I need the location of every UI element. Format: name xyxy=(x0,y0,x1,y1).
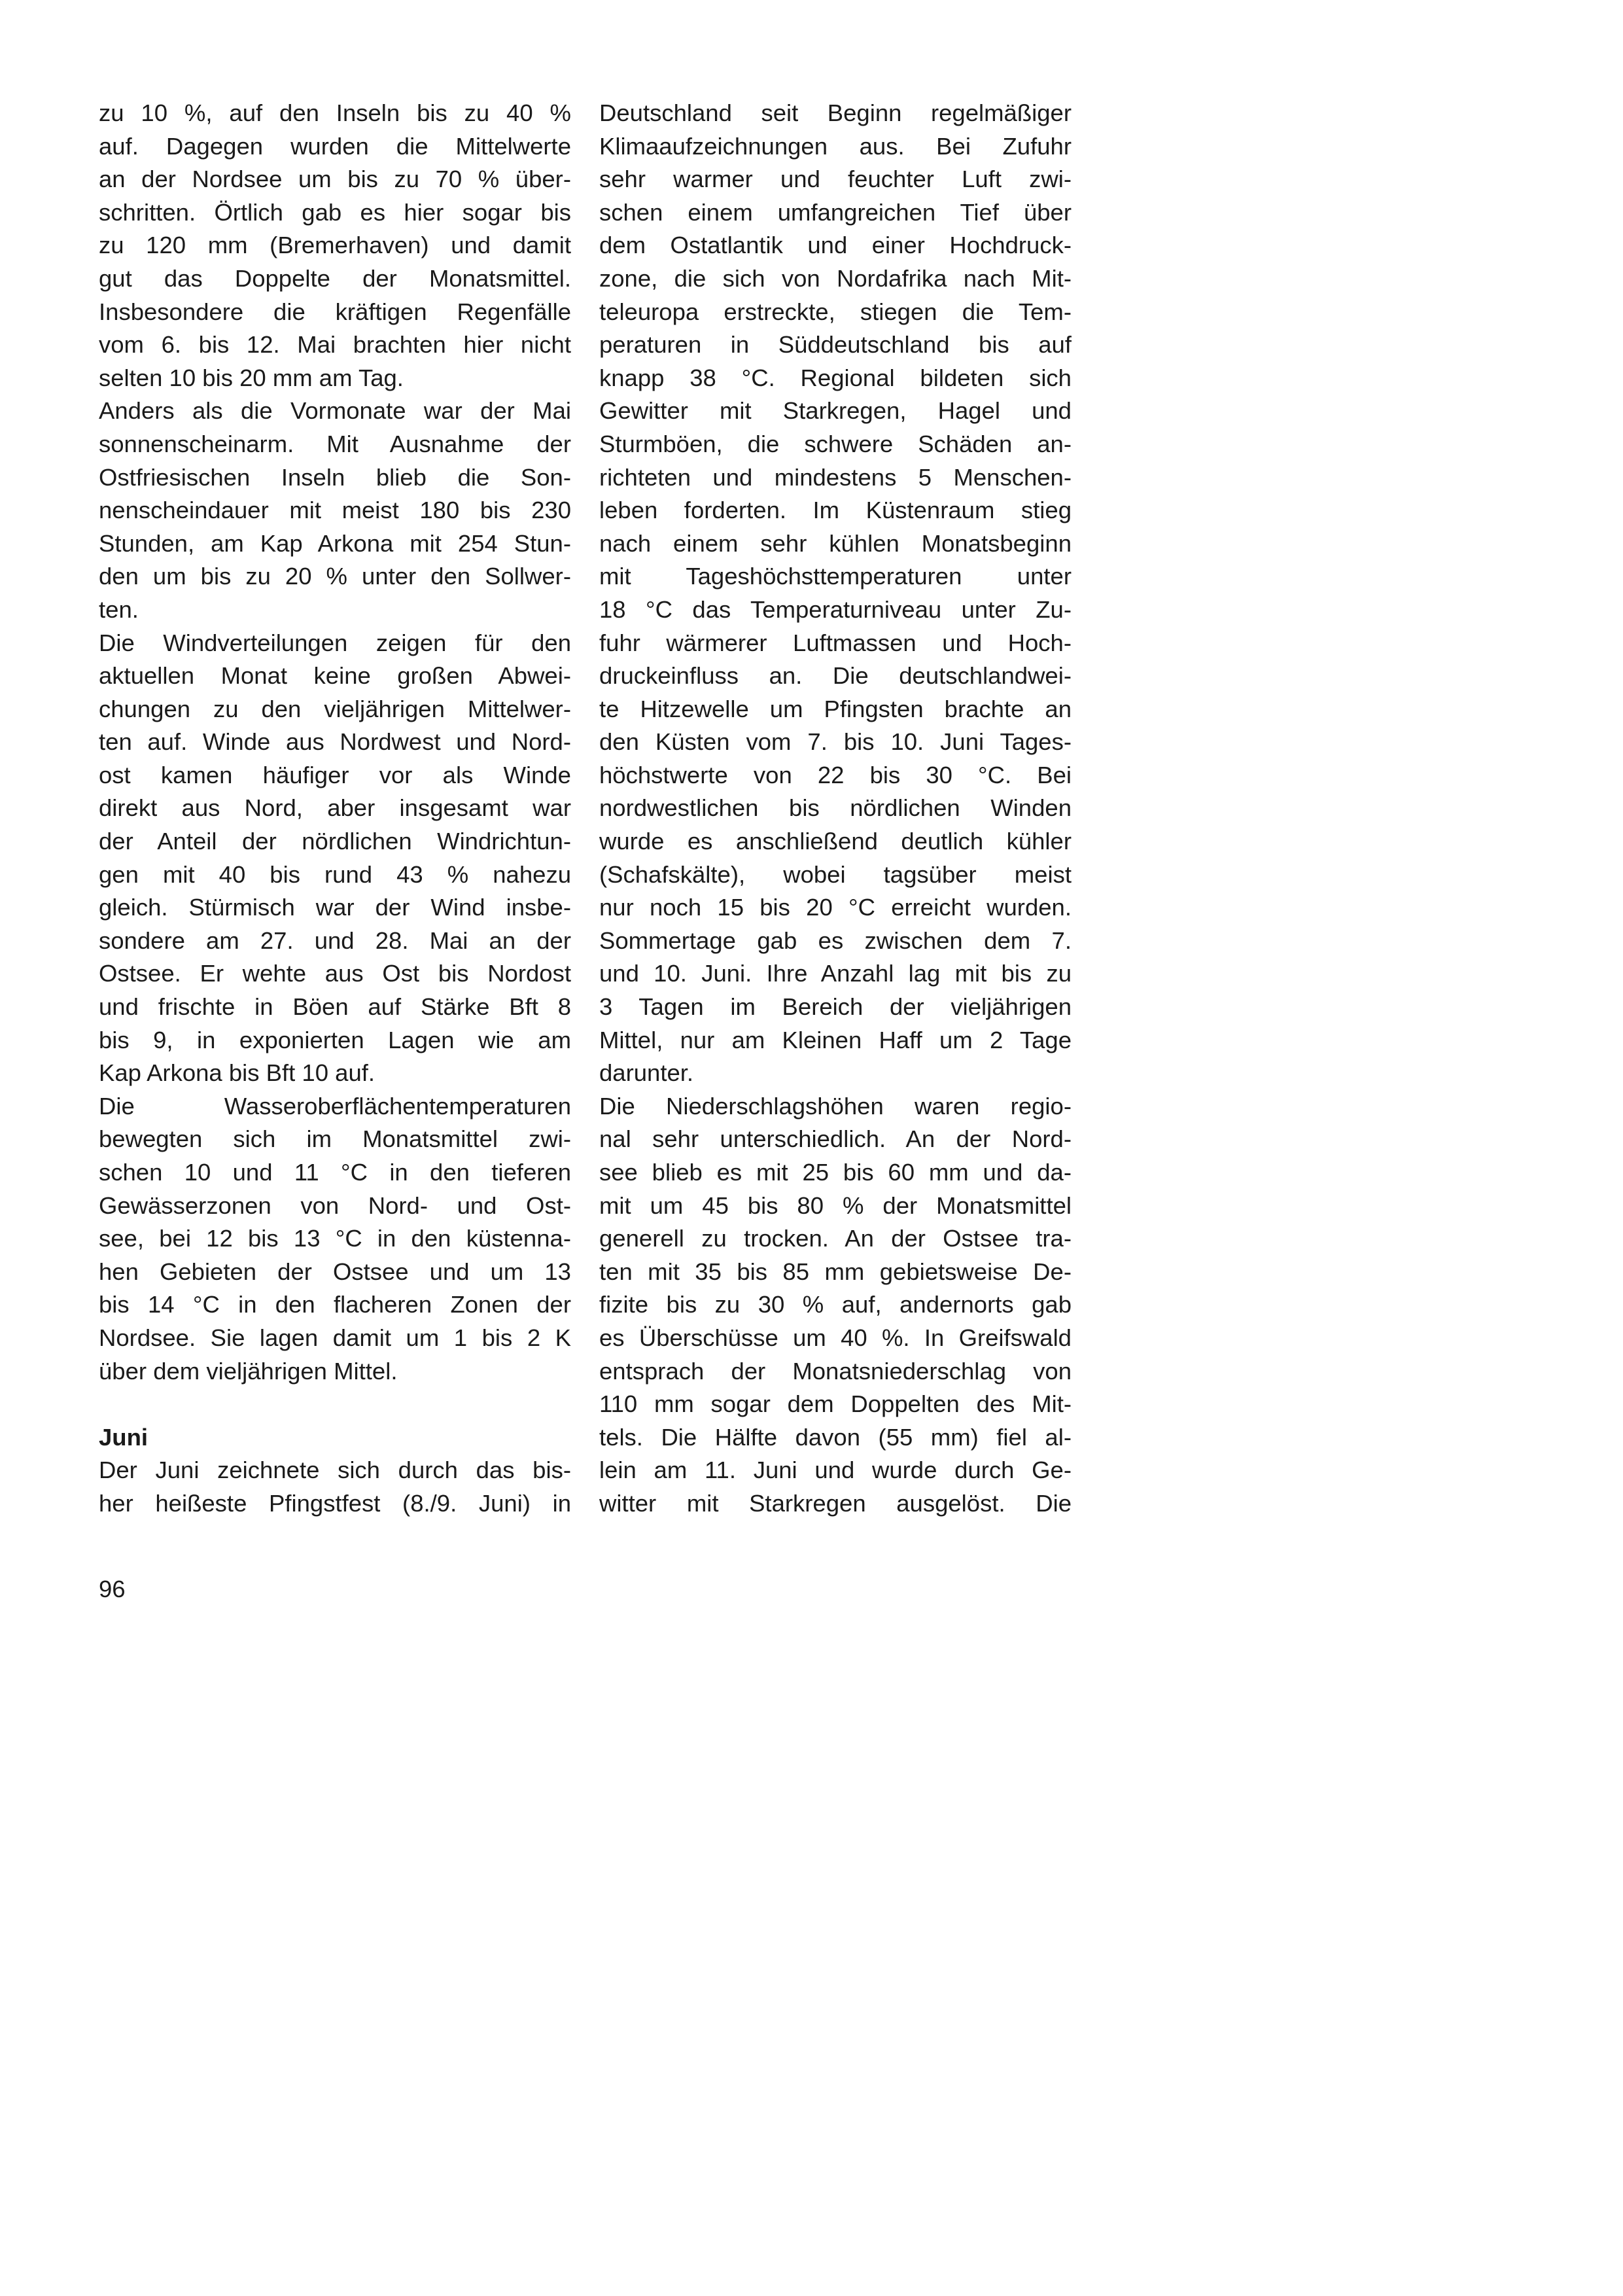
text-line: Kap Arkona bis Bft 10 auf. xyxy=(99,1059,375,1087)
text-line: den um bis zu 20 % unter den Sollwer- xyxy=(99,563,571,590)
text-line: nal sehr unterschiedlich. An der Nord- xyxy=(599,1125,1072,1153)
text-line: der Anteil der nördlichen Windrichtun- xyxy=(99,828,571,855)
text-line: Ostfriesischen Inseln blieb die Son- xyxy=(99,463,571,491)
text-line: und 10. Juni. Ihre Anzahl lag mit bis zu xyxy=(599,960,1072,987)
text-line: Die Windverteilungen zeigen für den xyxy=(99,629,571,656)
text-line: wurde es anschließend deutlich kühler xyxy=(599,828,1072,855)
text-line: witter mit Starkregen ausgelöst. Die xyxy=(599,1489,1072,1517)
text-line: knapp 38 °C. Regional bildeten sich xyxy=(599,364,1072,391)
text-line: Sommertage gab es zwischen dem 7. xyxy=(599,927,1072,954)
text-line: sehr warmer und feuchter Luft zwi- xyxy=(599,166,1072,193)
text-line: teleuropa erstreckte, stiegen die Tem- xyxy=(599,298,1072,325)
text-line: her heißeste Pfingstfest (8./9. Juni) in xyxy=(99,1489,571,1517)
right-text-column xyxy=(599,97,1072,1521)
text-line: nach einem sehr kühlen Monatsbeginn xyxy=(599,529,1072,557)
text-line: Ostsee. Er wehte aus Ost bis Nordost xyxy=(99,960,571,987)
text-line: entsprach der Monatsniederschlag von xyxy=(599,1357,1072,1385)
text-line: Sturmböen, die schwere Schäden an- xyxy=(599,430,1072,457)
text-line: auf. Dagegen wurden die Mittelwerte xyxy=(99,132,571,160)
text-line: chungen zu den vieljährigen Mittelwer- xyxy=(99,695,571,722)
text-line: Klimaaufzeichnungen aus. Bei Zufuhr xyxy=(599,132,1072,160)
text-line: mit um 45 bis 80 % der Monatsmittel xyxy=(599,1192,1072,1219)
text-line: bis 9, in exponierten Lagen wie am xyxy=(99,1026,571,1053)
text-line: te Hitzewelle um Pfingsten brachte an xyxy=(599,695,1072,722)
text-line: 18 °C das Temperaturniveau unter Zu- xyxy=(599,595,1072,623)
text-line: sonnenscheinarm. Mit Ausnahme der xyxy=(99,430,571,457)
text-line: fizite bis zu 30 % auf, andernorts gab xyxy=(599,1291,1072,1318)
text-line: gen mit 40 bis rund 43 % nahezu xyxy=(99,860,571,888)
text-line: zone, die sich von Nordafrika nach Mit- xyxy=(599,264,1072,292)
text-line: aktuellen Monat keine großen Abwei- xyxy=(99,662,571,690)
text-line: selten 10 bis 20 mm am Tag. xyxy=(99,364,404,391)
text-line: dem Ostatlantik und einer Hochdruck- xyxy=(599,232,1072,259)
text-line: nenscheindauer mit meist 180 bis 230 xyxy=(99,497,571,524)
text-line: see, bei 12 bis 13 °C in den küstenna- xyxy=(99,1225,571,1252)
text-line: zu 10 %, auf den Inseln bis zu 40 % xyxy=(99,99,571,126)
text-line: schen 10 und 11 °C in den tieferen xyxy=(99,1159,571,1186)
text-line: Deutschland seit Beginn regelmäßiger xyxy=(599,99,1072,126)
page-number: 96 xyxy=(99,1576,126,1602)
text-line: nur noch 15 bis 20 °C erreicht wurden. xyxy=(599,894,1072,921)
text-line: mit Tageshöchsttemperaturen unter xyxy=(599,563,1072,590)
text-line: richteten und mindestens 5 Menschen- xyxy=(599,463,1072,491)
text-line: gut das Doppelte der Monatsmittel. xyxy=(99,264,571,292)
text-line: zu 120 mm (Bremerhaven) und damit xyxy=(99,232,571,259)
text-line: schritten. Örtlich gab es hier sogar bis xyxy=(99,198,571,226)
text-line: es Überschüsse um 40 %. In Greifswald xyxy=(599,1324,1072,1351)
text-line: tels. Die Hälfte davon (55 mm) fiel al- xyxy=(599,1423,1072,1451)
text-line: ten auf. Winde aus Nordwest und Nord- xyxy=(99,728,571,756)
text-line: an der Nordsee um bis zu 70 % über- xyxy=(99,166,571,193)
section-heading: Juni xyxy=(99,1423,148,1451)
text-line: Die Niederschlagshöhen waren regio- xyxy=(599,1092,1072,1120)
text-line: Insbesondere die kräftigen Regenfälle xyxy=(99,298,571,325)
text-line: schen einem umfangreichen Tief über xyxy=(599,198,1072,226)
text-line: Der Juni zeichnete sich durch das bis- xyxy=(99,1457,571,1484)
text-line: höchstwerte von 22 bis 30 °C. Bei xyxy=(599,761,1072,788)
text-line: über dem vieljährigen Mittel. xyxy=(99,1357,398,1385)
text-line: vom 6. bis 12. Mai brachten hier nicht xyxy=(99,331,571,359)
left-text-column xyxy=(99,97,571,1521)
text-line: ten mit 35 bis 85 mm gebietsweise De- xyxy=(599,1258,1072,1285)
text-line: direkt aus Nord, aber insgesamt war xyxy=(99,794,571,822)
text-line: bis 14 °C in den flacheren Zonen der xyxy=(99,1291,571,1318)
text-line: Mittel, nur am Kleinen Haff um 2 Tage xyxy=(599,1026,1072,1053)
text-line: generell zu trocken. An der Ostsee tra- xyxy=(599,1225,1072,1252)
text-line: Die Wasseroberflächentemperaturen xyxy=(99,1092,571,1120)
text-line: Gewitter mit Starkregen, Hagel und xyxy=(599,397,1072,425)
text-line: hen Gebieten der Ostsee und um 13 xyxy=(99,1258,571,1285)
text-line: Gewässerzonen von Nord- und Ost- xyxy=(99,1192,571,1219)
text-line: ten. xyxy=(99,595,139,623)
text-line: Anders als die Vormonate war der Mai xyxy=(99,397,571,425)
text-line: bewegten sich im Monatsmittel zwi- xyxy=(99,1125,571,1153)
text-line: nordwestlichen bis nördlichen Winden xyxy=(599,794,1072,822)
text-line: 110 mm sogar dem Doppelten des Mit- xyxy=(599,1390,1072,1418)
text-line: den Küsten vom 7. bis 10. Juni Tages- xyxy=(599,728,1072,756)
text-line xyxy=(99,1388,571,1421)
text-line: sondere am 27. und 28. Mai an der xyxy=(99,927,571,954)
text-line: Stunden, am Kap Arkona mit 254 Stun- xyxy=(99,529,571,557)
text-line: peraturen in Süddeutschland bis auf xyxy=(599,331,1072,359)
text-line: leben forderten. Im Küstenraum stieg xyxy=(599,497,1072,524)
text-line: fuhr wärmerer Luftmassen und Hoch- xyxy=(599,629,1072,656)
text-line: darunter. xyxy=(599,1059,694,1087)
text-line: und frischte in Böen auf Stärke Bft 8 xyxy=(99,993,571,1021)
text-line: 3 Tagen im Bereich der vieljährigen xyxy=(599,993,1072,1021)
text-line: gleich. Stürmisch war der Wind insbe- xyxy=(99,894,571,921)
text-line: ost kamen häufiger vor als Winde xyxy=(99,761,571,788)
text-line: (Schafskälte), wobei tagsüber meist xyxy=(599,860,1072,888)
text-line: lein am 11. Juni und wurde durch Ge- xyxy=(599,1457,1072,1484)
text-line: druckeinfluss an. Die deutschlandwei- xyxy=(599,662,1072,690)
text-line: Nordsee. Sie lagen damit um 1 bis 2 K xyxy=(99,1324,571,1351)
text-line: see blieb es mit 25 bis 60 mm und da- xyxy=(599,1159,1072,1186)
